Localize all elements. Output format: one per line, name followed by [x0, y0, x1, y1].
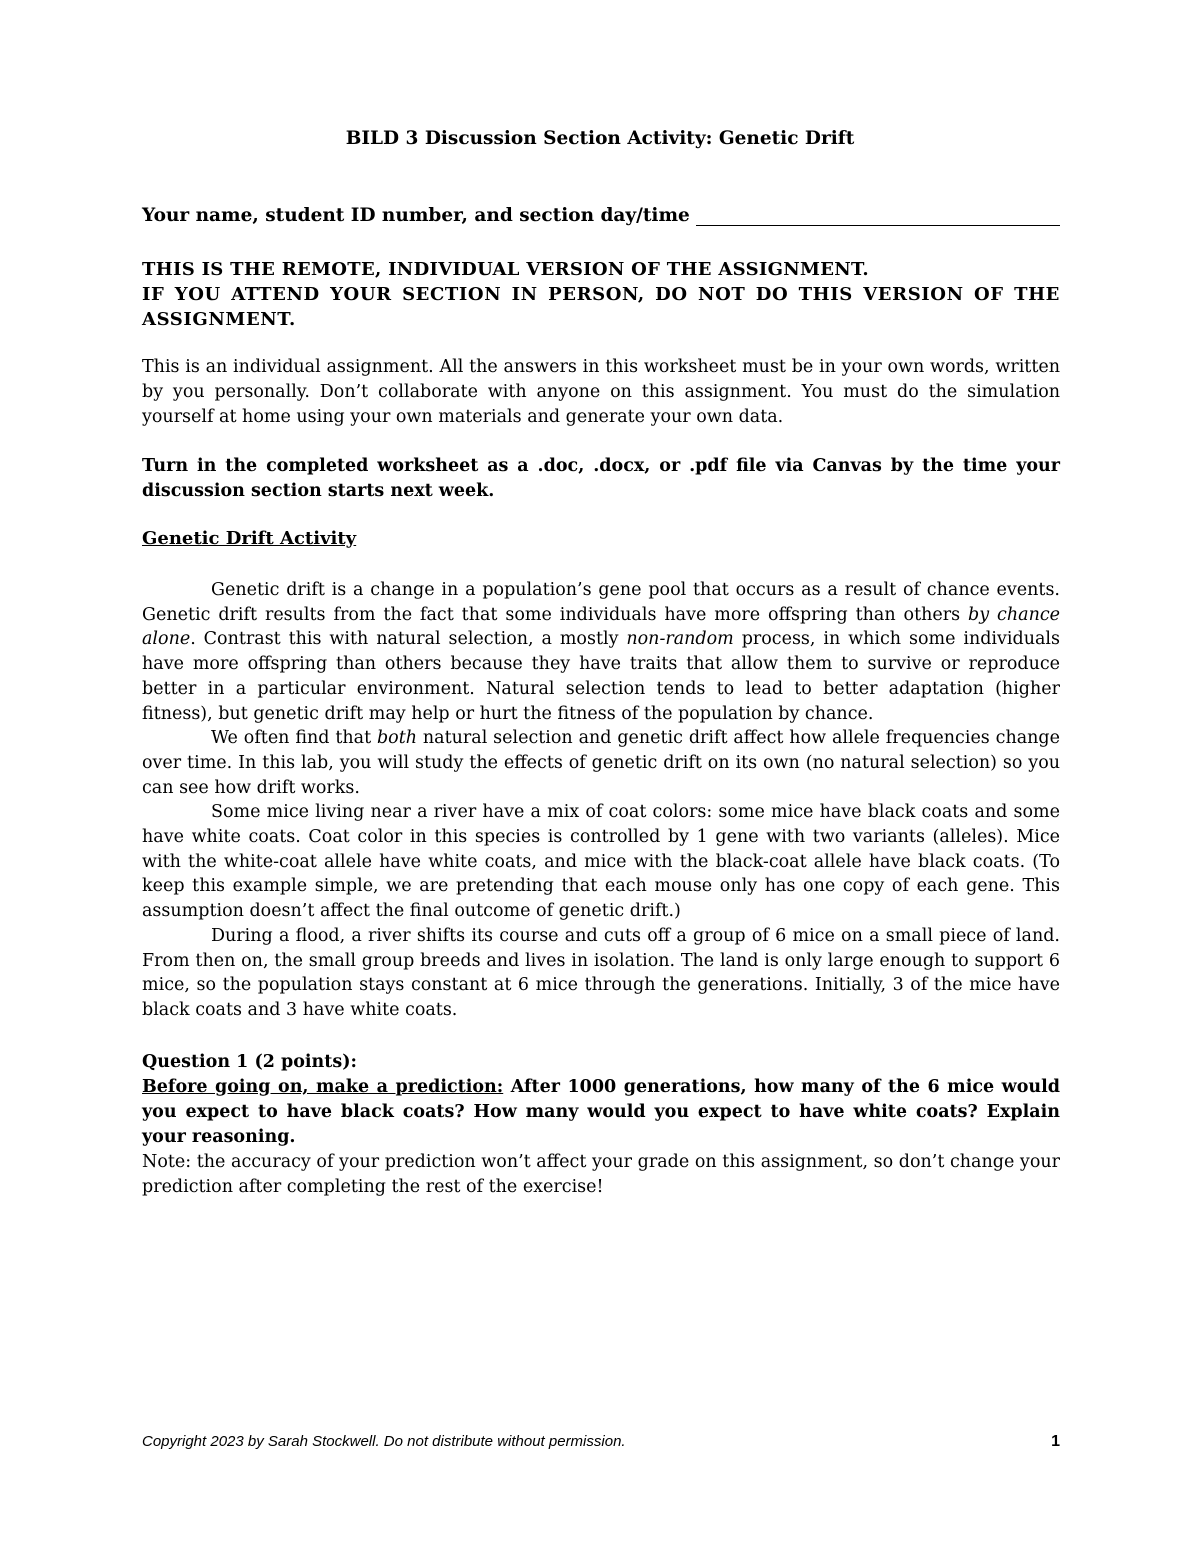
- paragraph-flood-scenario: During a flood, a river shifts its course and cuts off a group of 6 mice on a small piece of land. From then on, the small group breeds and lives in isolation. The land is only large enough to support 6 mice, so the population stays constant at 6 mice through the generations. Initially, 3 of the mice have black coats and 3 have white coats.: [142, 925, 1060, 1020]
- activity-body: [142, 578, 1060, 1023]
- section-heading: Genetic Drift Activity: [142, 528, 357, 549]
- question-1-prompt: Before going on, make a prediction: After 1000 generations, how many of the 6 mice would you expect to have black coats? How many would you expect to have white coats? Explain your reasoning.: [142, 1077, 1060, 1147]
- name-field: [142, 205, 1060, 226]
- page-footer: [142, 1433, 1060, 1451]
- notice-line-1: THIS IS THE REMOTE, INDIVIDUAL VERSION OF THE ASSIGNMENT.: [142, 259, 869, 280]
- copyright-notice: Copyright 2023 by Sarah Stockwell. Do not distribute without permission.: [142, 1433, 626, 1450]
- turn-in-instructions: Turn in the completed worksheet as a .doc, .docx, or .pdf file via Canvas by the time your discussion section starts next week.: [142, 456, 1060, 501]
- name-prompt: Your name, student ID number, and section day/time: [142, 205, 690, 226]
- question-1-note: Note: the accuracy of your prediction won’t affect your grade on this assignment, so don’t change your prediction after completing the rest of the exercise!: [142, 1152, 1060, 1197]
- paragraph-mice-coat-colors: Some mice living near a river have a mix of coat colors: some mice have black coats and some have white coats. Coat color in this species is controlled by 1 gene with two variants (alleles). Mice with the white-coat allele have white coats, and mice with the black-coat allele have black coats. (To keep this example simple, we are pretending that each mouse only has one copy of each gene. This assumption doesn’t affect the final outcome of genetic drift.): [142, 802, 1060, 922]
- page-number: 1: [1051, 1433, 1060, 1450]
- paragraph-genetic-drift-definition: Genetic drift is a change in a population’s gene pool that occurs as a result of chance events. Genetic drift results from the fact that some individuals have more offspring than others by chance alone. Contrast this with natural selection, a mostly non-random process, in which some individuals have more offspring than others because they have traits that allow them to survive or reproduce better in a particular environment. Natural selection tends to lead to better adaptation (higher fitness), but genetic drift may help or hurt the fitness of the population by chance.: [142, 580, 1060, 724]
- notice-line-2: IF YOU ATTEND YOUR SECTION IN PERSON, DO NOT DO THIS VERSION OF THE ASSIGNMENT.: [142, 284, 1060, 330]
- remote-version-notice: [142, 257, 1060, 332]
- intro-paragraph: This is an individual assignment. All the answers in this worksheet must be in your own words, written by you personally. Don’t collaborate with anyone on this assignment. You must do the simulation yourself at home using your own materials and generate your own data.: [142, 357, 1060, 427]
- paragraph-selection-and-drift: We often find that both natural selection and genetic drift affect how allele frequencies change over time. In this lab, you will study the effects of genetic drift on its own (no natural selection) so you can see how drift works.: [142, 728, 1060, 798]
- question-1-title: Question 1 (2 points):: [142, 1052, 357, 1072]
- document-title: BILD 3 Discussion Section Activity: Genetic Drift: [345, 128, 855, 149]
- question-1: [142, 1050, 1060, 1200]
- name-blank-line[interactable]: [696, 205, 1060, 226]
